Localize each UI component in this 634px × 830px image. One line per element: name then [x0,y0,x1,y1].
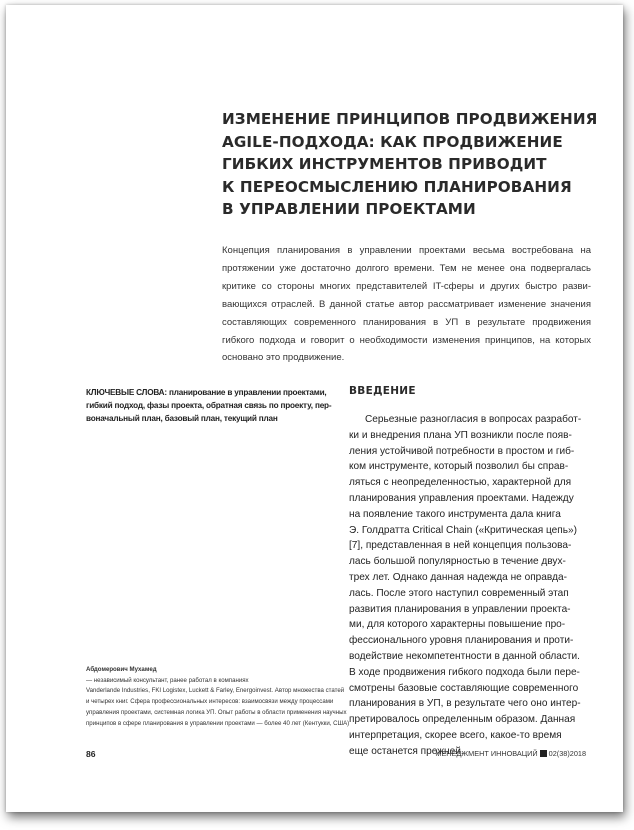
body-line: смотрены базовые составляющие современного [349,682,579,694]
abstract-line: Концепция планирования в управлении проектами весьма востребована на [222,245,591,256]
author-bio-text: — независимый консультант, ранее работал в компаниях [86,676,249,684]
title-line: В УПРАВЛЕНИИ ПРОЕКТАМИ [222,200,476,219]
keywords-line: гибкий подход, фазы проекта, обратная связь по проекту, пер- [86,401,332,411]
keywords-label: КЛЮЧЕВЫЕ СЛОВА: [86,388,167,397]
author-bio-line: принципов в сфере планирования в управлении проектами — более 40 лет (Кентукки, США) [86,719,350,727]
keywords-line: воначальный план, базовый план, текущий план [86,414,278,424]
author-bio [86,665,350,729]
body-line: фессионального уровня планирования и проти- [349,635,574,647]
body-line: еще останется прежней. [349,745,464,757]
article-title [222,108,612,221]
abstract-line: гибкого подхода и говорит о необходимости изменения принципов, на которых [222,334,591,346]
body-line: планирования в УП, в результате чего оно интер- [349,698,581,710]
body-line: планирования управления проектами. Надежду [349,492,574,504]
author-bio-line: и четырех книг. Сфера профессиональных интересов: взаимосвязи между процессами [86,698,334,706]
body-line: развития планирования в управлении проекта- [349,603,571,615]
body-line: трех лет. Однако данная надежда не оправда- [349,571,568,583]
title-line: К ПЕРЕОСМЫСЛЕНИЮ ПЛАНИРОВАНИЯ [222,177,572,196]
body-line: интерпретация, скорее всего, какое-то время [349,729,562,741]
body-line: ком инструменте, который позволил бы справ- [349,461,569,473]
body-line: водействие некомпетентности в данной области. [349,650,580,662]
author-bio-line [86,665,338,686]
body-line: претировалось определенным образом. Данная [349,714,576,726]
body-line: на появление такого инструмента дала книга [349,508,561,520]
body-line: ляться с неопределенностью, характерной для [349,477,572,489]
body-line: лась большой популярностью в течение двух- [349,556,566,568]
body-line: лась. После этого наступил современный этап [349,587,569,599]
body-line: Э. Голдратта Critical Chain («Критическая цепь») [349,524,577,536]
journal-issue: 02(38)2018 [548,749,586,758]
body-line: В ходе продвижения гибкого подхода были пере- [349,666,580,678]
title-line: AGILE-ПОДХОДА: КАК ПРОДВИЖЕНИЕ [222,132,563,151]
title-line: ИЗМЕНЕНИЕ ПРИНЦИПОВ ПРОДВИЖЕНИЯ [222,110,598,128]
author-name: Абдомерович Мухамед [86,666,157,673]
abstract-line: составляющих современного планирования в УП в результате продвижения [222,316,591,328]
journal-footer [435,749,586,758]
body-text [349,412,594,760]
article-abstract [222,242,591,367]
section-heading-introduction: ВВЕДЕНИЕ [349,385,416,397]
body-line: ки и внедрения плана УП возникли после появ- [349,429,572,441]
journal-name: МЕНЕДЖМЕНТ ИННОВАЦИЙ [435,749,538,758]
abstract-line: протяжении уже достаточно долгого времени. Тем не менее она подвергалась [222,262,591,274]
body-line: [7], представленная в ней концепция пользова- [349,540,572,552]
body-line: ми, для которого характерны повышение про- [349,619,566,631]
author-bio-line: управления проектами, системная логика УП. Опыт работы в области применения научных [86,708,347,716]
body-line: ления устойчивой потребности в простом и гиб- [349,445,575,457]
body-line: Серьезные разногласия в вопросах разработ- [365,414,582,425]
keywords-block [86,386,338,425]
document-page [6,5,623,812]
keywords-text: планирование в управлении проектами, [166,388,327,397]
title-line: ГИБКИХ ИНСТРУМЕНТОВ ПРИВОДИТ [222,155,547,174]
abstract-line: критике со стороны многих представителей IT-сферы и других быстро разви- [222,280,591,292]
author-bio-line: Vanderlande Industries, FKI Logistex, Luckett & Farley, Energoinvest. Автор множества статей [86,687,345,695]
page-number: 86 [86,749,96,759]
square-separator-icon [540,750,547,757]
keywords-line [86,386,338,399]
abstract-line: вающихся отраслей. В данной статье автор рассматривает изменение значения [222,298,591,310]
abstract-line: основано это продвижение. [222,352,345,364]
